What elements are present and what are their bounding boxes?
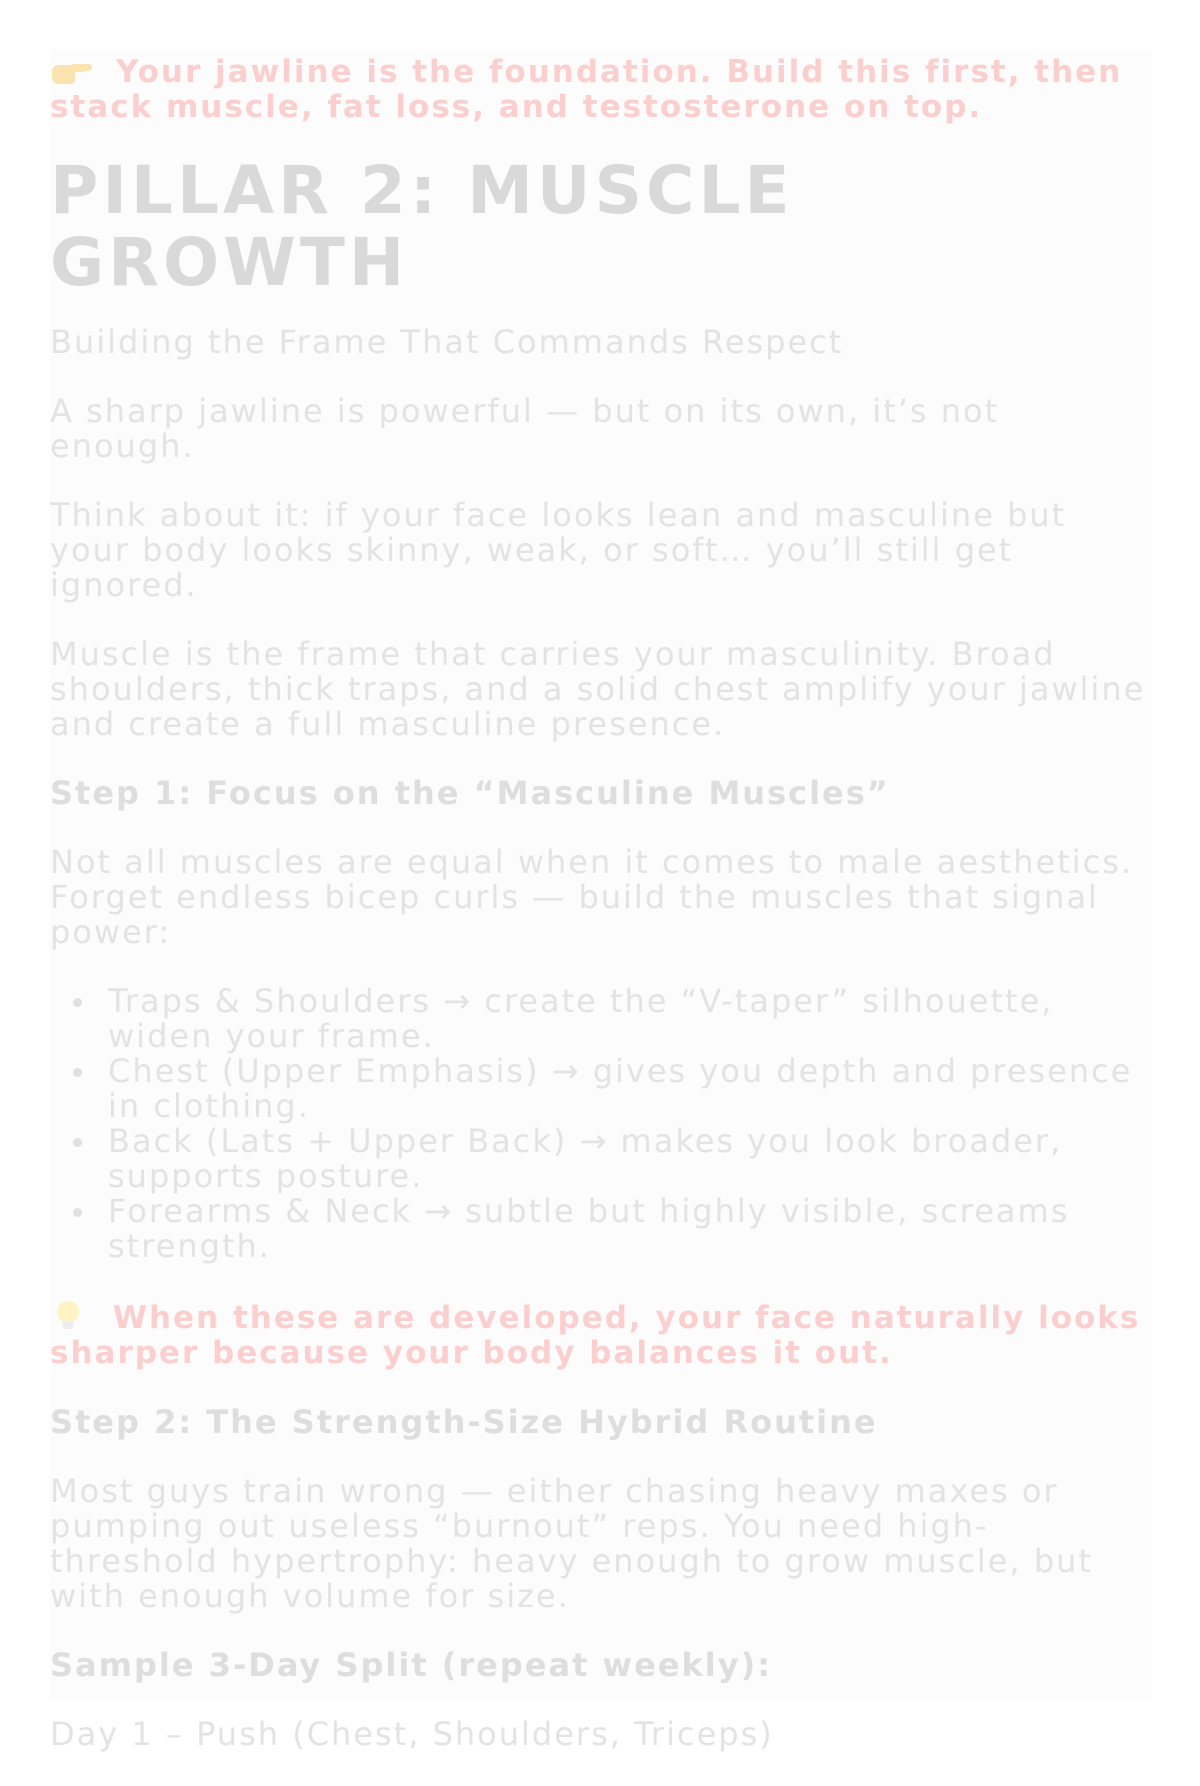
step2-intro: Most guys train wrong — either chasing heavy maxes or pumping out useless “burnout” reps. You need high-threshold hypertrophy: heavy enough to grow muscle, but with enough volume for size. (50, 1472, 1093, 1615)
list-item (50, 1124, 1150, 1194)
intro-paragraph-3: Muscle is the frame that carries your masculinity. Broad shoulders, thick traps, and a solid chest amplify your jawline and create a full masculine presence. (50, 635, 1146, 743)
step1-intro: Not all muscles are equal when it comes to male aesthetics. Forget endless bicep curls — build the muscles that signal power: (50, 843, 1134, 951)
list-item (50, 984, 1150, 1054)
split-heading: Sample 3-Day Split (repeat weekly): (50, 1646, 772, 1684)
day1-line: Day 1 – Push (Chest, Shoulders, Triceps) (50, 1715, 774, 1753)
bullet-icon (73, 998, 82, 1007)
list-item-text: Traps & Shoulders → create the “V-taper” silhouette, widen your frame. (108, 982, 1054, 1055)
foundation-callout (50, 55, 1150, 125)
pillar-subtitle: Building the Frame That Commands Respect (50, 323, 844, 361)
intro-paragraph-1: A sharp jawline is powerful — but on its own, it’s not enough. (50, 392, 1000, 465)
bullet-icon (73, 1068, 82, 1077)
light-bulb-icon (50, 1300, 113, 1336)
balance-callout (50, 1298, 1150, 1371)
bullet-icon (73, 1208, 82, 1217)
list-item (50, 1194, 1150, 1264)
list-item-text: Forearms & Neck → subtle but highly visible, screams strength. (108, 1192, 1070, 1265)
bullet-icon (73, 1138, 82, 1147)
step2-heading: Step 2: The Strength-Size Hybrid Routine (50, 1403, 878, 1441)
balance-callout-text: When these are developed, your face naturally looks sharper because your body balances it out. (50, 1300, 1141, 1371)
pointing-hand-icon (50, 55, 106, 90)
foundation-callout-text: Your jawline is the foundation. Build this first, then stack muscle, fat loss, and testosterone on top. (50, 54, 1123, 125)
intro-paragraph-2: Think about it: if your face looks lean and masculine but your body looks skinny, weak, or soft… you’ll still get ignored. (50, 496, 1067, 604)
list-item (50, 1054, 1150, 1124)
pillar-title: PILLAR 2: MUSCLE GROWTH (50, 152, 794, 301)
muscles-list (50, 984, 1150, 1264)
document-content (50, 55, 1150, 1786)
step1-heading: Step 1: Focus on the “Masculine Muscles” (50, 774, 890, 812)
list-item-text: Chest (Upper Emphasis) → gives you depth and presence in clothing. (108, 1052, 1133, 1125)
list-item-text: Back (Lats + Upper Back) → makes you look broader, supports posture. (108, 1122, 1063, 1195)
